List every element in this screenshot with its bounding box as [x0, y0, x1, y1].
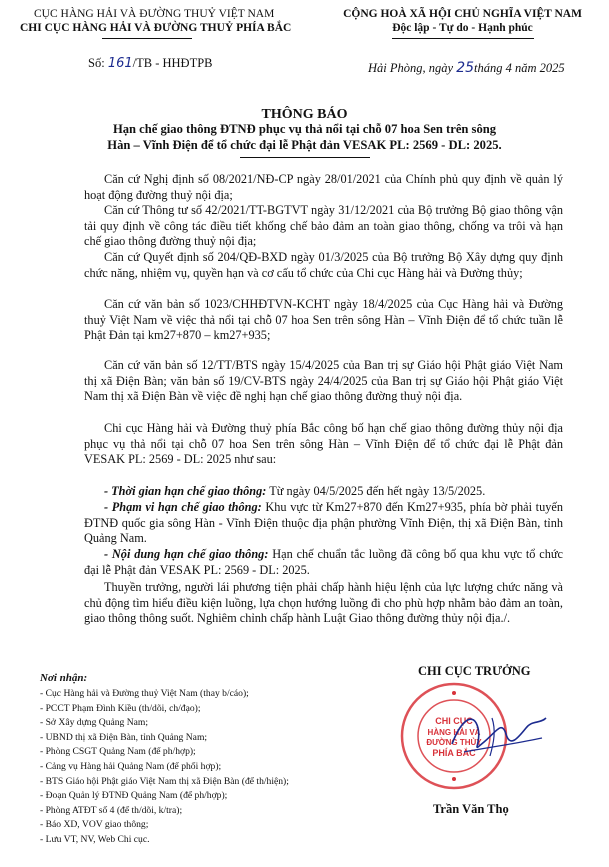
recipient-item: - Phòng ATĐT số 4 (để th/dõi, k/tra);	[40, 804, 183, 816]
recipient-item: - Cục Hàng hải và Đường thuỷ Việt Nam (thay b/cáo);	[40, 688, 249, 699]
date-suffix: tháng 4 năm 2025	[474, 61, 565, 75]
org-underline	[102, 38, 192, 39]
stamp-text-bottom: PHÍA BẮC	[432, 748, 476, 758]
recipient-item: - Lưu VT, NV, Web Chi cục.	[40, 833, 150, 845]
paragraph-legal-basis-2	[84, 203, 563, 250]
date-day: 25	[456, 60, 475, 76]
handwritten-signature	[444, 698, 554, 768]
document-number	[88, 56, 213, 71]
paragraph-text: Căn cứ Quyết định số 204/QĐ-BXD ngày 01/3/2025 của Bộ trưởng Bộ Xây dựng quy định chức năng, nhiệm vụ, quyền hạn và cơ cấu tổ chức của Chi cục Hàng hải và Đường thủy;	[84, 250, 563, 280]
item-content	[84, 547, 563, 578]
paragraph-legal-basis-1	[84, 172, 563, 203]
item-scope	[84, 500, 563, 547]
item-label: - Phạm vi hạn chế giao thông:	[104, 500, 262, 514]
signatory-name: Trần Văn Thọ	[433, 802, 509, 816]
number-suffix: /TB - HHĐTPB	[132, 56, 213, 70]
recipient-item: - PCCT Phạm Đình Kiều (th/dõi, ch/đạo);	[40, 702, 201, 714]
subtitle-line-1: Hạn chế giao thông ĐTNĐ phục vụ thả nổi tại chỗ 07 hoa Sen trên sông	[112, 122, 497, 136]
recipient-item: - Sở Xây dựng Quảng Nam;	[40, 717, 149, 729]
item-text: Hạn chế chuẩn tắc luồng đã công bố qua khu vực tổ chức đại lễ Phật đản VESAK PL: 2569 - DL: 2025.	[84, 547, 564, 577]
paragraph-legal-basis-5	[84, 358, 563, 405]
stamp-text-mid1: HÀNG HẢI VÀ	[427, 728, 481, 737]
stamp-text-mid2: ĐƯỜNG THỦY	[426, 738, 482, 747]
item-text: Từ ngày 04/5/2025 đến hết ngày 13/5/2025.	[266, 484, 486, 498]
recipients-list	[40, 687, 300, 848]
closing-paragraph	[84, 580, 563, 627]
number-value: 161	[107, 56, 133, 71]
closing-text: Thuyền trưởng, người lái phương tiện phải chấp hành hiệu lệnh của lực lượng chức năng và chủ động tìm hiểu điều kiện luồng, lựa chọn hướng luồng đi cho phù hợp nhằm bảo đảm an toàn, giao thông thông suốt. Nghiêm chỉnh chấp hành Luật Giao thông đường thủy nội địa./.	[84, 580, 563, 626]
recipient-item: - BTS Giáo hội Phật giáo Việt Nam thị xã Điện Bàn (để th/hiện);	[40, 775, 289, 787]
number-prefix: Số:	[88, 56, 108, 70]
recipient-item: - Phòng CSGT Quảng Nam (để ph/hợp);	[40, 746, 196, 758]
recipients-heading: Nơi nhận:	[40, 672, 88, 684]
signature-title: CHI CỤC TRƯỞNG	[418, 664, 531, 678]
signature-scribble-icon	[444, 698, 554, 768]
paragraph-legal-basis-3	[84, 250, 563, 281]
nation-name: CỘNG HOÀ XÃ HỘI CHỦ NGHĨA VIỆT NAM	[343, 8, 582, 20]
paragraph-text: Căn cứ Nghị định số 08/2021/NĐ-CP ngày 28/01/2021 của Chính phủ quy định về quản lý hoạt động đường thuỷ nội địa;	[84, 172, 563, 202]
motto: Độc lập - Tự do - Hạnh phúc	[392, 22, 533, 34]
recipient-item: - Cảng vụ Hàng hải Quảng Nam (để phối hợp);	[40, 760, 222, 772]
motto-underline	[392, 38, 534, 39]
issue-date	[368, 60, 565, 76]
org-name: CHI CỤC HÀNG HẢI VÀ ĐƯỜNG THUỶ PHÍA BẮC	[20, 22, 292, 34]
recipient-item: - Báo XD, VOV giao thông;	[40, 819, 149, 831]
stamp-text-top: CHI CỤC	[435, 716, 473, 726]
org-parent: CỤC HÀNG HẢI VÀ ĐƯỜNG THUỶ VIỆT NAM	[34, 8, 275, 20]
paragraph-announcement	[84, 421, 563, 468]
paragraph-legal-basis-4	[84, 297, 563, 344]
item-text: Khu vực từ Km27+870 đến Km27+935, phía bờ phải tuyến ĐTNĐ quốc gia sông Hàn - Vĩnh Điện thuộc địa phận phường Vĩnh Điện, thị xã Điện Bàn, tỉnh Quảng Nam.	[84, 500, 563, 546]
item-time	[84, 484, 563, 500]
paragraph-text: Căn cứ văn bản số 1023/CHHĐTVN-KCHT ngày 18/4/2025 của Cục Hàng hải và Đường thuỷ Việt Nam về việc thả nổi tại chỗ 07 hoa Sen trên sông Hàn – Vĩnh Điện để tổ chức tuần lễ Phật Đản tại km27+870 – km27+935;	[84, 297, 563, 343]
date-prefix: Hải Phòng, ngày	[368, 61, 457, 75]
paragraph-text: Chi cục Hàng hải và Đường thuỷ phía Bắc công bố hạn chế giao thông đường thủy nội địa phục vụ thả nổi tại chỗ 07 hoa Sen trên sông Hàn – Vĩnh Điện để tổ chức đại lễ Phật đản VESAK PL: 2569 - DL: 2025 như sau:	[84, 421, 563, 467]
paragraph-text: Căn cứ Thông tư số 42/2021/TT-BGTVT ngày 31/12/2021 của Bộ trưởng Bộ giao thông vận tải quy định về công tác điều tiết khống chế bảo đảm an toàn giao thông, chống va trôi và hạn chế giao thông đường thuỷ nội địa;	[84, 203, 563, 249]
item-label: - Thời gian hạn chế giao thông:	[104, 484, 267, 498]
item-label: - Nội dung hạn chế giao thông:	[104, 547, 269, 561]
subtitle-line-2: Hàn – Vĩnh Điện để tổ chức đại lễ Phật đản VESAK PL: 2569 - DL: 2025.	[107, 138, 502, 152]
paragraph-text: Căn cứ văn bản số 12/TT/BTS ngày 15/4/2025 của Ban trị sự Giáo hội Phật giáo Việt Nam thị xã Điện Bàn; văn bản số 19/CV-BTS ngày 24/4/2025 của Ban trị sự Giáo hội Phật giáo Việt Nam thị xã Điện Bàn về việc đề nghị hạn chế giao thông đường thuỷ nội địa.	[84, 358, 563, 404]
recipient-item: - Đoạn Quản lý ĐTNĐ Quảng Nam (để ph/hợp);	[40, 790, 228, 802]
document-title: THÔNG BÁO	[261, 107, 348, 122]
recipient-item: - UBND thị xã Điện Bàn, tỉnh Quảng Nam;	[40, 731, 208, 743]
title-underline	[240, 157, 370, 158]
